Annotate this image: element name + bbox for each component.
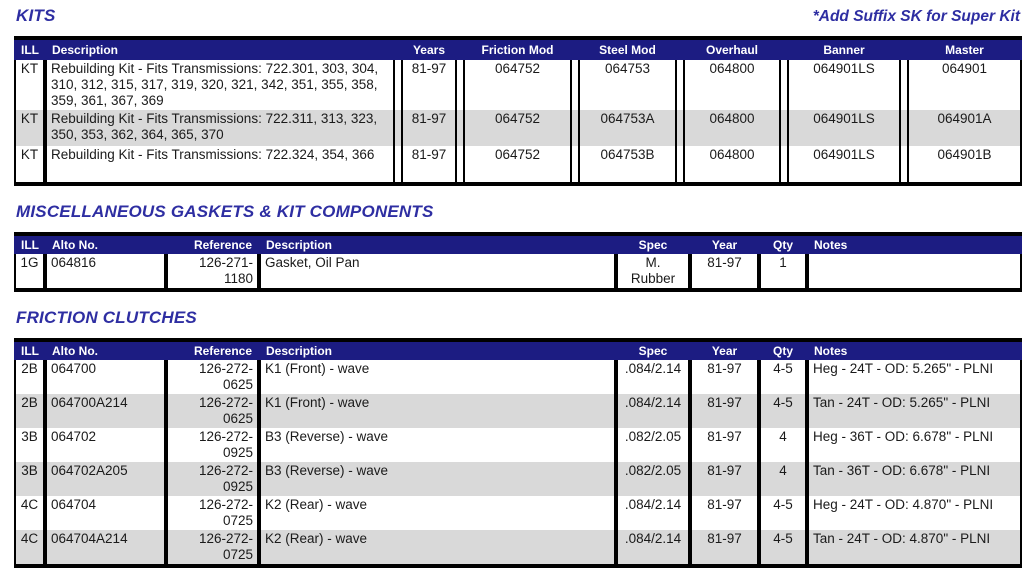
cell-ill: 2B: [14, 394, 45, 428]
table-row: [14, 394, 1022, 428]
table-row: [14, 110, 1022, 146]
column-header-spec: Spec: [638, 344, 668, 358]
super-kit-note: *Add Suffix SK for Super Kit: [812, 8, 1020, 25]
cell-banner: 064901LS: [787, 60, 901, 110]
cell-master: 064901A: [907, 110, 1022, 146]
cell-ill: 3B: [14, 428, 45, 462]
column-header-alto-no-: Alto No.: [52, 344, 98, 358]
cell-reference: 126-272-0725: [166, 496, 259, 530]
cell-ill: 1G: [14, 254, 45, 288]
cell-overhaul: 064800: [683, 146, 781, 182]
column-header-description: Description: [266, 344, 333, 358]
table-row: [14, 428, 1022, 462]
column-header-notes: Notes: [814, 238, 848, 252]
cell-master: 064901B: [907, 146, 1022, 182]
cell-spec: .082/2.05: [616, 428, 690, 462]
column-header-ill: ILL: [21, 238, 39, 252]
cell-reference: 126-271-1180: [166, 254, 259, 288]
cell-ill: 4C: [14, 496, 45, 530]
cell-year: 81-97: [690, 530, 759, 564]
column-header-banner: Banner: [823, 43, 865, 57]
cell-ill: KT: [14, 60, 45, 110]
kits-table: [14, 36, 1022, 186]
cell-qty: 4-5: [759, 530, 807, 564]
table-row: [14, 530, 1022, 564]
cell-overhaul: 064800: [683, 110, 781, 146]
cell-year: 81-97: [690, 360, 759, 394]
kits-title-row: [14, 6, 1022, 28]
column-header-qty: Qty: [772, 344, 793, 358]
friction-clutches-table: [14, 338, 1022, 568]
cell-friction-mod: 064752: [463, 146, 572, 182]
cell-description: B3 (Reverse) - wave: [259, 462, 616, 496]
column-header-year: Year: [711, 344, 738, 358]
cell-alto-no-: 064700: [45, 360, 166, 394]
cell-years: 81-97: [401, 146, 457, 182]
cell-description: Gasket, Oil Pan: [259, 254, 616, 288]
cell-notes: Heg - 24T - OD: 4.870" - PLNI: [807, 496, 1022, 530]
cell-alto-no-: 064702A205: [45, 462, 166, 496]
kits-header-row: [14, 40, 1022, 60]
column-header-steel-mod: Steel Mod: [599, 43, 656, 57]
gaskets-table: [14, 232, 1022, 292]
cell-spec: .084/2.14: [616, 360, 690, 394]
table-row: [14, 60, 1022, 110]
column-header-alto-no-: Alto No.: [52, 238, 98, 252]
cell-notes: Tan - 24T - OD: 4.870" - PLNI: [807, 530, 1022, 564]
cell-description: K2 (Rear) - wave: [259, 496, 616, 530]
gaskets-title-row: [14, 202, 1022, 224]
cell-alto-no-: 064704: [45, 496, 166, 530]
table-row: [14, 462, 1022, 496]
column-header-overhaul: Overhaul: [705, 43, 759, 57]
cell-notes: [807, 254, 1022, 288]
cell-description: K1 (Front) - wave: [259, 394, 616, 428]
cell-qty: 4-5: [759, 496, 807, 530]
cell-steel-mod: 064753: [578, 60, 677, 110]
cell-reference: 126-272-0625: [166, 394, 259, 428]
section-title-friction: FRICTION CLUTCHES: [16, 308, 197, 327]
cell-spec: .084/2.14: [616, 394, 690, 428]
cell-reference: 126-272-0925: [166, 462, 259, 496]
cell-reference: 126-272-0925: [166, 428, 259, 462]
cell-alto-no-: 064700A214: [45, 394, 166, 428]
table-row: [14, 146, 1022, 182]
friction-title-row: [14, 308, 1022, 330]
section-title-gaskets: MISCELLANEOUS GASKETS & KIT COMPONENTS: [16, 202, 434, 221]
cell-qty: 4-5: [759, 394, 807, 428]
cell-friction-mod: 064752: [463, 110, 572, 146]
column-header-description: Description: [52, 43, 119, 57]
cell-ill: KT: [14, 110, 45, 146]
cell-alto-no-: 064704A214: [45, 530, 166, 564]
cell-years: 81-97: [401, 60, 457, 110]
cell-master: 064901: [907, 60, 1022, 110]
cell-years: 81-97: [401, 110, 457, 146]
cell-friction-mod: 064752: [463, 60, 572, 110]
cell-year: 81-97: [690, 462, 759, 496]
column-header-notes: Notes: [814, 344, 848, 358]
cell-description: Rebuilding Kit - Fits Transmissions: 722.324, 354, 366: [45, 146, 395, 182]
table-row: [14, 496, 1022, 530]
column-header-master: Master: [945, 43, 984, 57]
cell-banner: 064901LS: [787, 146, 901, 182]
table-row: [14, 360, 1022, 394]
cell-qty: 4: [759, 462, 807, 496]
cell-qty: 1: [759, 254, 807, 288]
cell-steel-mod: 064753B: [578, 146, 677, 182]
cell-ill: KT: [14, 146, 45, 182]
cell-spec: .084/2.14: [616, 530, 690, 564]
cell-notes: Heg - 36T - OD: 6.678" - PLNI: [807, 428, 1022, 462]
column-header-friction-mod: Friction Mod: [481, 43, 554, 57]
cell-description: B3 (Reverse) - wave: [259, 428, 616, 462]
cell-reference: 126-272-0625: [166, 360, 259, 394]
column-header-ill: ILL: [21, 344, 39, 358]
gaskets-header-row: [14, 236, 1022, 254]
section-title-kits: KITS: [16, 6, 56, 25]
column-header-description: Description: [266, 238, 333, 252]
cell-description: K2 (Rear) - wave: [259, 530, 616, 564]
cell-notes: Tan - 24T - OD: 5.265" - PLNI: [807, 394, 1022, 428]
cell-steel-mod: 064753A: [578, 110, 677, 146]
cell-notes: Heg - 24T - OD: 5.265" - PLNI: [807, 360, 1022, 394]
cell-reference: 126-272-0725: [166, 530, 259, 564]
cell-ill: 3B: [14, 462, 45, 496]
cell-alto-no-: 064702: [45, 428, 166, 462]
cell-spec: .084/2.14: [616, 496, 690, 530]
cell-spec: .082/2.05: [616, 462, 690, 496]
cell-banner: 064901LS: [787, 110, 901, 146]
cell-alto-no-: 064816: [45, 254, 166, 288]
friction-header-row: [14, 342, 1022, 360]
column-header-spec: Spec: [638, 238, 668, 252]
column-header-year: Year: [711, 238, 738, 252]
cell-qty: 4: [759, 428, 807, 462]
cell-overhaul: 064800: [683, 60, 781, 110]
table-row: [14, 254, 1022, 288]
cell-year: 81-97: [690, 254, 759, 288]
column-header-qty: Qty: [772, 238, 793, 252]
cell-ill: 2B: [14, 360, 45, 394]
cell-description: Rebuilding Kit - Fits Transmissions: 722.301, 303, 304, 310, 312, 315, 317, 319, 320, 321, 342, 351, 355, 358, 359, 361, 367, 369: [45, 60, 395, 110]
cell-year: 81-97: [690, 496, 759, 530]
cell-year: 81-97: [690, 428, 759, 462]
cell-description: Rebuilding Kit - Fits Transmissions: 722.311, 313, 323, 350, 353, 362, 364, 365, 370: [45, 110, 395, 146]
cell-year: 81-97: [690, 394, 759, 428]
cell-description: K1 (Front) - wave: [259, 360, 616, 394]
column-header-reference: Reference: [193, 238, 252, 252]
column-header-years: Years: [412, 43, 446, 57]
cell-qty: 4-5: [759, 360, 807, 394]
column-header-ill: ILL: [21, 43, 39, 57]
cell-spec: M. Rubber: [616, 254, 690, 288]
cell-notes: Tan - 36T - OD: 6.678" - PLNI: [807, 462, 1022, 496]
column-header-reference: Reference: [193, 344, 252, 358]
cell-ill: 4C: [14, 530, 45, 564]
